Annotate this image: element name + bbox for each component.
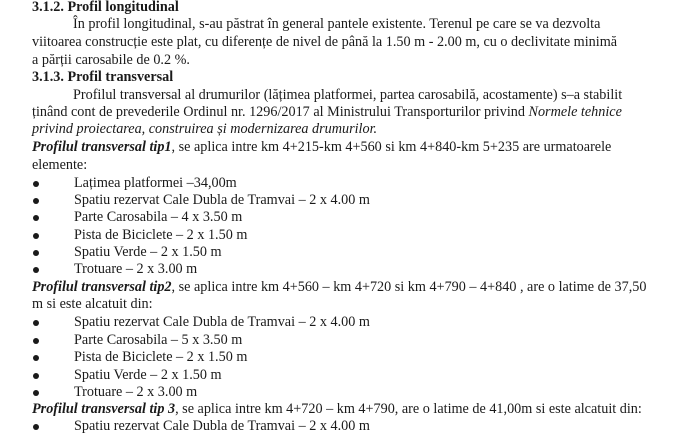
bullet-icon	[33, 320, 39, 326]
list-item: Trotuare – 2 x 3.00 m	[74, 261, 198, 277]
profile-tip2-title: Profilul transversal tip2	[32, 279, 172, 295]
list-item: Spatiu Verde – 2 x 1.50 m	[74, 367, 222, 383]
paragraph-line	[32, 104, 622, 121]
profile-tip2-text-cont: m si este alcatuit din:	[32, 296, 153, 312]
list-item: Pista de Biciclete – 2 x 1.50 m	[74, 349, 248, 365]
section-heading-profil-transversal: 3.1.3. Profil transversal	[32, 69, 174, 85]
paragraph-line: În profil longitudinal, s-au păstrat în general pantele existente. Terenul pe care se va dezvolta	[73, 16, 601, 32]
bullet-icon	[33, 267, 39, 273]
profile-tip1-text-cont: elemente:	[32, 157, 88, 173]
list-item: Spatiu rezervat Cale Dubla de Tramvai – 2 x 4.00 m	[74, 314, 370, 330]
profile-tip1-intro	[32, 139, 611, 156]
paragraph-line: Profilul transversal al drumurilor (lățimea platformei, partea carosabilă, acostamente) s–a stabilit	[73, 87, 623, 103]
normative-title-italic: privind proiectarea, construirea și modernizarea drumurilor.	[32, 121, 378, 137]
list-item: Spatiu rezervat Cale Dubla de Tramvai – 2 x 4.00 m	[74, 192, 370, 208]
bullet-icon	[33, 390, 39, 396]
profile-tip2-intro	[32, 279, 646, 296]
bullet-icon	[33, 338, 39, 344]
list-item: Spatiu rezervat Cale Dubla de Tramvai – 2 x 4.00 m	[74, 418, 370, 434]
normative-title-italic: Normele tehnice	[528, 104, 622, 120]
bullet-icon	[33, 424, 39, 430]
list-item: Pista de Biciclete – 2 x 1.50 m	[74, 227, 248, 243]
paragraph-line: a părții carosabile de 0.2 %.	[32, 52, 190, 68]
section-heading-profil-longitudinal: 3.1.2. Profil longitudinal	[32, 0, 179, 15]
bullet-icon	[33, 373, 39, 379]
bullet-icon	[33, 198, 39, 204]
profile-tip1-title: Profilul transversal tip1	[32, 139, 172, 155]
profile-tip3-title: Profilul transversal tip 3	[32, 401, 176, 417]
bullet-icon	[33, 233, 39, 239]
bullet-icon	[33, 181, 39, 187]
profile-tip3-text: , se aplica intre km 4+720 – km 4+790, are o latime de 41,00m si este alcatuit din:	[175, 401, 642, 417]
profile-tip3-intro	[32, 401, 642, 418]
bullet-icon	[33, 215, 39, 221]
bullet-icon	[33, 355, 39, 361]
paragraph-text: ținând cont de prevederile Ordinul nr. 1296/2017 al Ministrului Transporturilor privind	[32, 104, 525, 120]
bullet-icon	[33, 250, 39, 256]
list-item: Parte Carosabila – 5 x 3.50 m	[74, 332, 243, 348]
list-item: Lațimea platformei –34,00m	[74, 175, 237, 191]
list-item: Spatiu Verde – 2 x 1.50 m	[74, 244, 222, 260]
paragraph-line: viitoarea construcție este plat, cu diferențe de nivel de până la 1.50 m - 2.00 m, cu o declivitate minimă	[32, 34, 618, 50]
list-item: Trotuare – 2 x 3.00 m	[74, 384, 198, 400]
list-item: Parte Carosabila – 4 x 3.50 m	[74, 209, 243, 225]
profile-tip1-text: , se aplica intre km 4+215-km 4+560 si km 4+840-km 5+235 are urmatoarele	[171, 139, 612, 155]
profile-tip2-text: , se aplica intre km 4+560 – km 4+720 si km 4+790 – 4+840 , are o latime de 37,50	[171, 279, 647, 295]
